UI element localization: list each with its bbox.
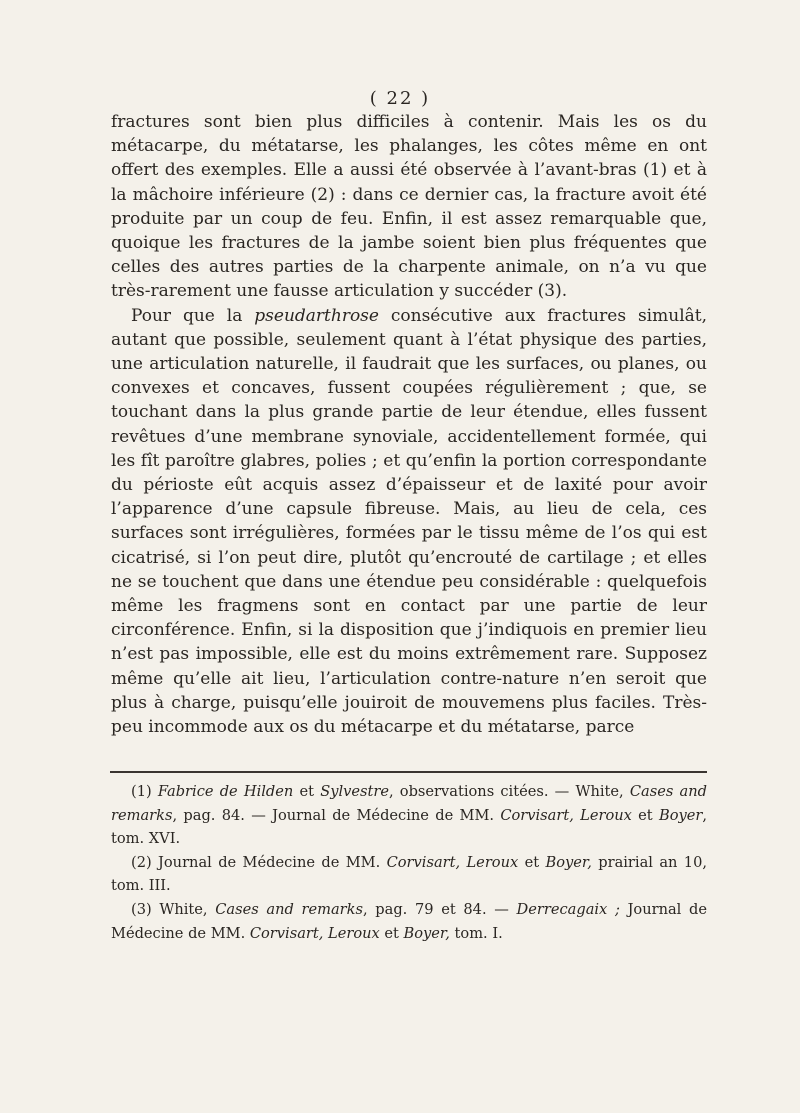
italic-run: Cases and remarks: [111, 783, 707, 824]
italic-run: Fabrice de Hilden: [157, 783, 294, 800]
footnote-3: [111, 898, 707, 945]
text-run: fractures sont bien plus difficiles à contenir. Mais les os du métacarpe, du métatarse, les phalanges, les côtes même en ont offert des exemples. Elle a aussi été observée à l’avant-bras (1) et à la mâchoire inférieure (2) : dans ce dernier cas, la fracture avoit été produite par un coup de feu. Enfin, il est assez remarquable que, quoique les fractures de la jambe soient bien plus fréquentes que celles des autres parties de la charpente animale, on n’a vu que très-rarement une fausse articulation y succéder (3).: [111, 112, 707, 302]
italic-run: Corvisart, Leroux: [386, 853, 519, 871]
italic-run: Boyer,: [403, 924, 450, 942]
text-run: , pag. 79 et 84. —: [362, 900, 517, 918]
paragraph-pseudarthrose: [111, 304, 707, 740]
text-run: Journal de Médecine de MM.: [111, 900, 707, 942]
text-run: , pag. 84. — Journal de Médecine de MM.: [172, 806, 501, 824]
text-run: et: [631, 806, 659, 824]
text-run: tom. I.: [449, 924, 503, 942]
italic-run: Derrecagaix ;: [516, 900, 620, 918]
text-run: et: [518, 853, 546, 871]
footnote-1: [111, 780, 707, 851]
italic-run: Boyer,: [545, 853, 592, 871]
italic-run: Sylvestre: [320, 783, 389, 800]
italic-run: Cases and remarks: [215, 900, 363, 918]
italic-run: Corvisart, Leroux: [249, 924, 380, 942]
page-number: ( 22 ): [369, 88, 431, 109]
text-run: Pour que la: [131, 305, 255, 326]
italic-run: Boyer: [658, 806, 703, 824]
text-run: (1): [131, 783, 158, 800]
text-run: , tom. XVI.: [111, 806, 707, 848]
paragraph-continuation: [111, 110, 707, 304]
footnote-2: [111, 851, 707, 898]
italic-run: Corvisart, Leroux: [500, 806, 632, 824]
italic-run: pseudarthrose: [254, 305, 379, 326]
footnotes: [111, 780, 707, 945]
text-run: , observations citées. — White,: [388, 783, 630, 800]
text-run: prairial an 10, tom. III.: [111, 853, 707, 895]
text-run: et: [379, 924, 404, 942]
text-run: et: [293, 783, 321, 800]
text-run: (2) Journal de Médecine de MM.: [131, 853, 387, 871]
footnote-divider: [110, 771, 707, 773]
body-text: [111, 110, 707, 739]
text-run: consécutive aux fractures simulât, autant que possible, seulement quant à l’état physique des parties, une articulation naturelle, il faudrait que les surfaces, ou planes, ou convexes et concaves, fussent coupées régulièrement ; que, se touchant dans la plus grande partie de leur étendue, elles fussent revêtues d’une membrane synoviale, accidentellement formée, qui les fît paroître glabres, polies ; et qu’enfin la portion correspondante du périoste eût acquis assez d’épaisseur et de laxité pour avoir l’apparence d’une capsule fibreuse. Mais, au lieu de cela, ces surfaces sont irrégulières, formées par le tissu même de l’os qui est cicatrisé, si l’on peut dire, plutôt qu’encrouté de cartilage ; et elles ne se touchent que dans une étendue peu considérable : quelquefois même les fragmens sont en contact par une partie de leur circonférence. Enfin, si la disposition que j’indiquois en premier lieu n’est pas impossible, elle est du moins extrêmement rare. Supposez même qu’elle ait lieu, l’articulation contre-nature n’en seroit que plus à charge, puisqu’elle jouiroit de mouvemens plus faciles. Très-peu incommode aux os du métacarpe et du métatarse, parce: [111, 305, 707, 738]
text-run: (3) White,: [131, 900, 216, 918]
